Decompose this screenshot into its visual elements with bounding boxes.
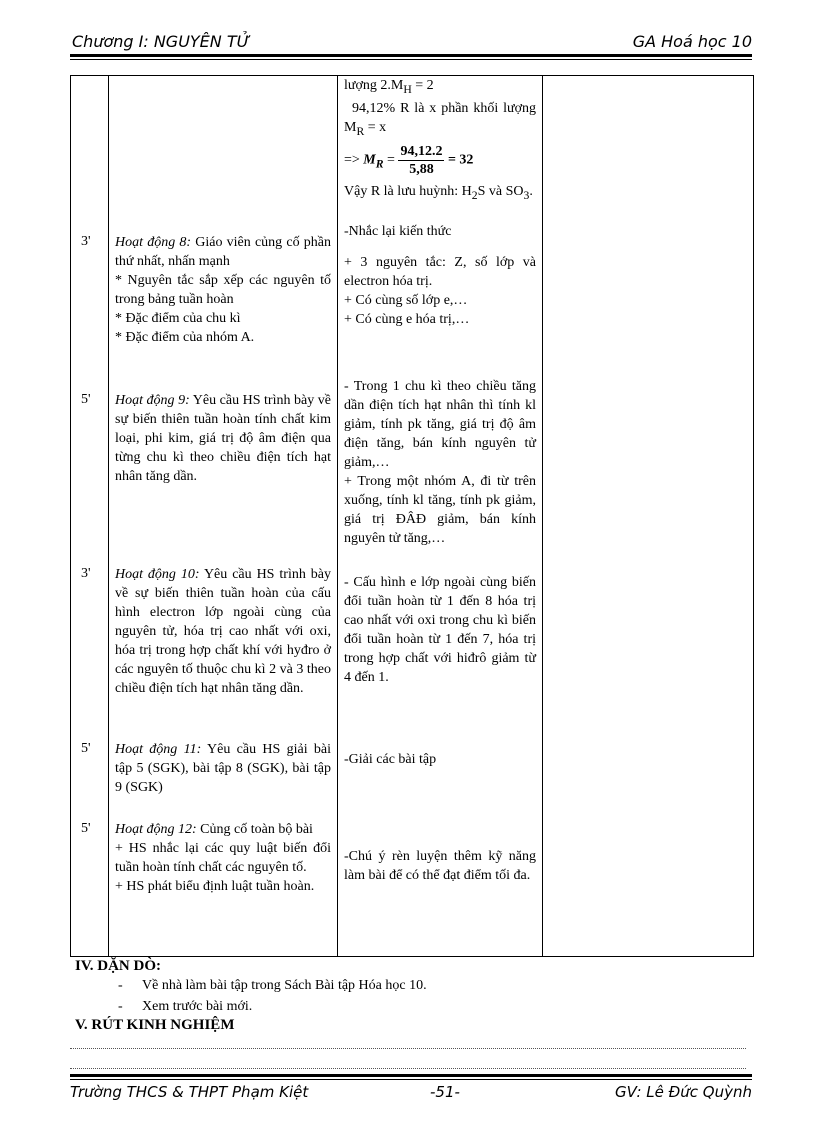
- homework-item: [118, 978, 427, 994]
- lesson-table: [70, 75, 754, 957]
- teacher-line: * Nguyên tắc sắp xếp các nguyên tố trong bảng tuần hoàn: [115, 273, 331, 307]
- activity-title: Hoạt động 11:: [115, 742, 202, 757]
- activity-text: Yêu cầu HS trình bày về sự biến thiên tuần hoàn tính chất kim loại, phi kim, giá trị độ âm điện qua từng chu kì theo chiều điện tích hạt nhân tăng dần.: [115, 393, 331, 484]
- student-line: - Cấu hình e lớp ngoài cùng biến đổi tuần hoàn từ 1 đến 8 hóa trị cao nhất với oxi trong chu kì biến đổi tuần hoàn từ 1 đến 7, hóa trị trong hợp chất với hiđrô giảm từ 4 đến 1.: [344, 575, 536, 685]
- activity-text: Yêu cầu HS trình bày về sự biến thiên tuần hoàn của cấu hình electron lớp ngoài cùng của nguyên tử, hóa trị cao nhất với oxi, hóa trị trong hợp chất khí với hyđro ở các nguyên tố thuộc chu kì 2 và 3 theo chiều điện tích hạt nhân tăng dần.: [115, 567, 331, 696]
- fraction-denominator: 5,88: [409, 161, 434, 177]
- calculation-block: lượng $2.M_H = 2$ 94,12% R là x phần khối lượng $M_R = x$ => $M_R$ = $\frac{94,12.2}{5,88}$ = 32 Vậy R là lưu huỳnh: $H_2S$ và $SO_3$.: [344, 78, 536, 202]
- dotted-line: [70, 1068, 746, 1069]
- activity-11-teacher: [115, 740, 331, 797]
- teacher-column: [109, 76, 338, 957]
- activity-10-student: [344, 573, 536, 687]
- homework-text: Xem trước bài mới.: [142, 999, 253, 1014]
- activity-9-student: [344, 377, 536, 548]
- student-line: + Có cùng số lớp e,…: [344, 293, 468, 308]
- calc-sub: 3: [523, 188, 530, 202]
- teacher-line: + HS phát biểu định luật tuần hoàn.: [115, 879, 315, 894]
- activity-8-teacher: [115, 233, 331, 347]
- section-4-title: IV. DẶN DÒ:: [75, 958, 161, 974]
- teacher-line: * Đặc điểm của chu kì: [115, 311, 241, 326]
- subject-title: GA Hoá học 10: [632, 32, 752, 51]
- equation-fraction: [398, 143, 444, 178]
- student-line: -Chú ý rèn luyện thêm kỹ năng làm bài để có thể đạt điểm tối đa.: [344, 849, 536, 883]
- student-line: + 3 nguyên tắc: Z, số lớp và electron hóa trị.: [344, 255, 536, 289]
- activity-8-student: [344, 222, 536, 329]
- equation-result: = 32: [447, 152, 474, 168]
- calc-text: = x: [364, 119, 387, 135]
- student-line: -Nhắc lại kiến thức: [344, 224, 452, 239]
- activity-text: Củng cố toàn bộ bài: [196, 822, 313, 837]
- activity-title: Hoạt động 9:: [115, 393, 190, 408]
- fraction-numerator: 94,12.2: [400, 143, 443, 159]
- footer-rule: [70, 1074, 752, 1080]
- time-cell: 5': [81, 392, 91, 407]
- chapter-title: Chương I: NGUYÊN TỬ: [72, 32, 251, 51]
- activity-text: Giáo viên củng cố phần thứ nhất, nhấn mạnh: [115, 235, 331, 269]
- calc-text: S và SO: [477, 183, 524, 199]
- page-number: -51-: [430, 1083, 460, 1101]
- student-line: + Có cùng e hóa trị,…: [344, 312, 470, 327]
- teacher-name: GV: Lê Đức Quỳnh: [614, 1083, 752, 1101]
- activity-text: Yêu cầu HS giải bài tập 5 (SGK), bài tập 8 (SGK), bài tập 9 (SGK): [115, 742, 332, 795]
- teacher-line: + HS nhắc lại các quy luật biến đổi tuần hoàn tính chất các nguyên tố.: [115, 841, 331, 875]
- activity-12-teacher: [115, 820, 331, 896]
- student-line: - Trong 1 chu kì theo chiều tăng dần điện tích hạt nhân thì tính kl giảm, tính pk tăng, giá trị độ âm điện tăng, bán kính nguyên tử giảm,…: [344, 379, 536, 470]
- notes-column: [543, 76, 754, 957]
- activity-9-teacher: [115, 391, 331, 486]
- activity-12-student: [344, 847, 536, 885]
- activity-title: Hoạt động 12:: [115, 822, 197, 837]
- calc-text: lượng 2.M: [344, 78, 404, 93]
- bullet: -: [118, 978, 123, 993]
- student-line-spacer: [344, 241, 536, 253]
- school-name: Trường THCS & THPT Phạm Kiệt: [70, 1083, 309, 1101]
- dotted-line: [70, 1048, 746, 1049]
- homework-item: [118, 999, 252, 1015]
- time-cell: 3': [81, 566, 91, 581]
- calc-text: =>: [344, 152, 364, 168]
- time-column: [71, 76, 109, 957]
- equation-variable: M: [363, 152, 376, 168]
- student-line: -Giải các bài tập: [344, 752, 437, 767]
- activity-10-teacher: [115, 565, 331, 698]
- page-header: [70, 28, 752, 52]
- homework-text: Về nhà làm bài tập trong Sách Bài tập Hóa học 10.: [142, 978, 427, 993]
- student-column: [338, 76, 543, 957]
- calc-sub: 2: [471, 188, 478, 202]
- calc-sub: R: [356, 124, 365, 138]
- activity-title: Hoạt động 8:: [115, 235, 192, 250]
- calc-text: Vậy R là lưu huỳnh: H: [344, 183, 472, 199]
- section-5-title: V. RÚT KINH NGHIỆM: [75, 1017, 235, 1033]
- activity-11-student: [344, 750, 536, 769]
- calc-text: .: [529, 183, 533, 199]
- calc-sub: H: [403, 82, 412, 96]
- time-cell: 5': [81, 741, 91, 756]
- time-cell: 5': [81, 821, 91, 836]
- calc-text: = 2: [411, 78, 434, 93]
- teacher-line: * Đặc điểm của nhóm A.: [115, 330, 255, 345]
- activity-title: Hoạt động 10:: [115, 567, 200, 582]
- bullet: -: [118, 999, 123, 1014]
- student-line: + Trong một nhóm A, đi từ trên xuống, tính kl tăng, tính pk giảm, giá trị ĐÂĐ giảm, bán kính nguyên tử tăng,…: [344, 474, 536, 546]
- time-cell: 3': [81, 234, 91, 249]
- calc-text: 94,12% R là x phần khối lượng M: [344, 100, 536, 135]
- header-rule: [70, 54, 752, 60]
- equation-sub: R: [375, 157, 384, 171]
- page-footer: [70, 1083, 752, 1107]
